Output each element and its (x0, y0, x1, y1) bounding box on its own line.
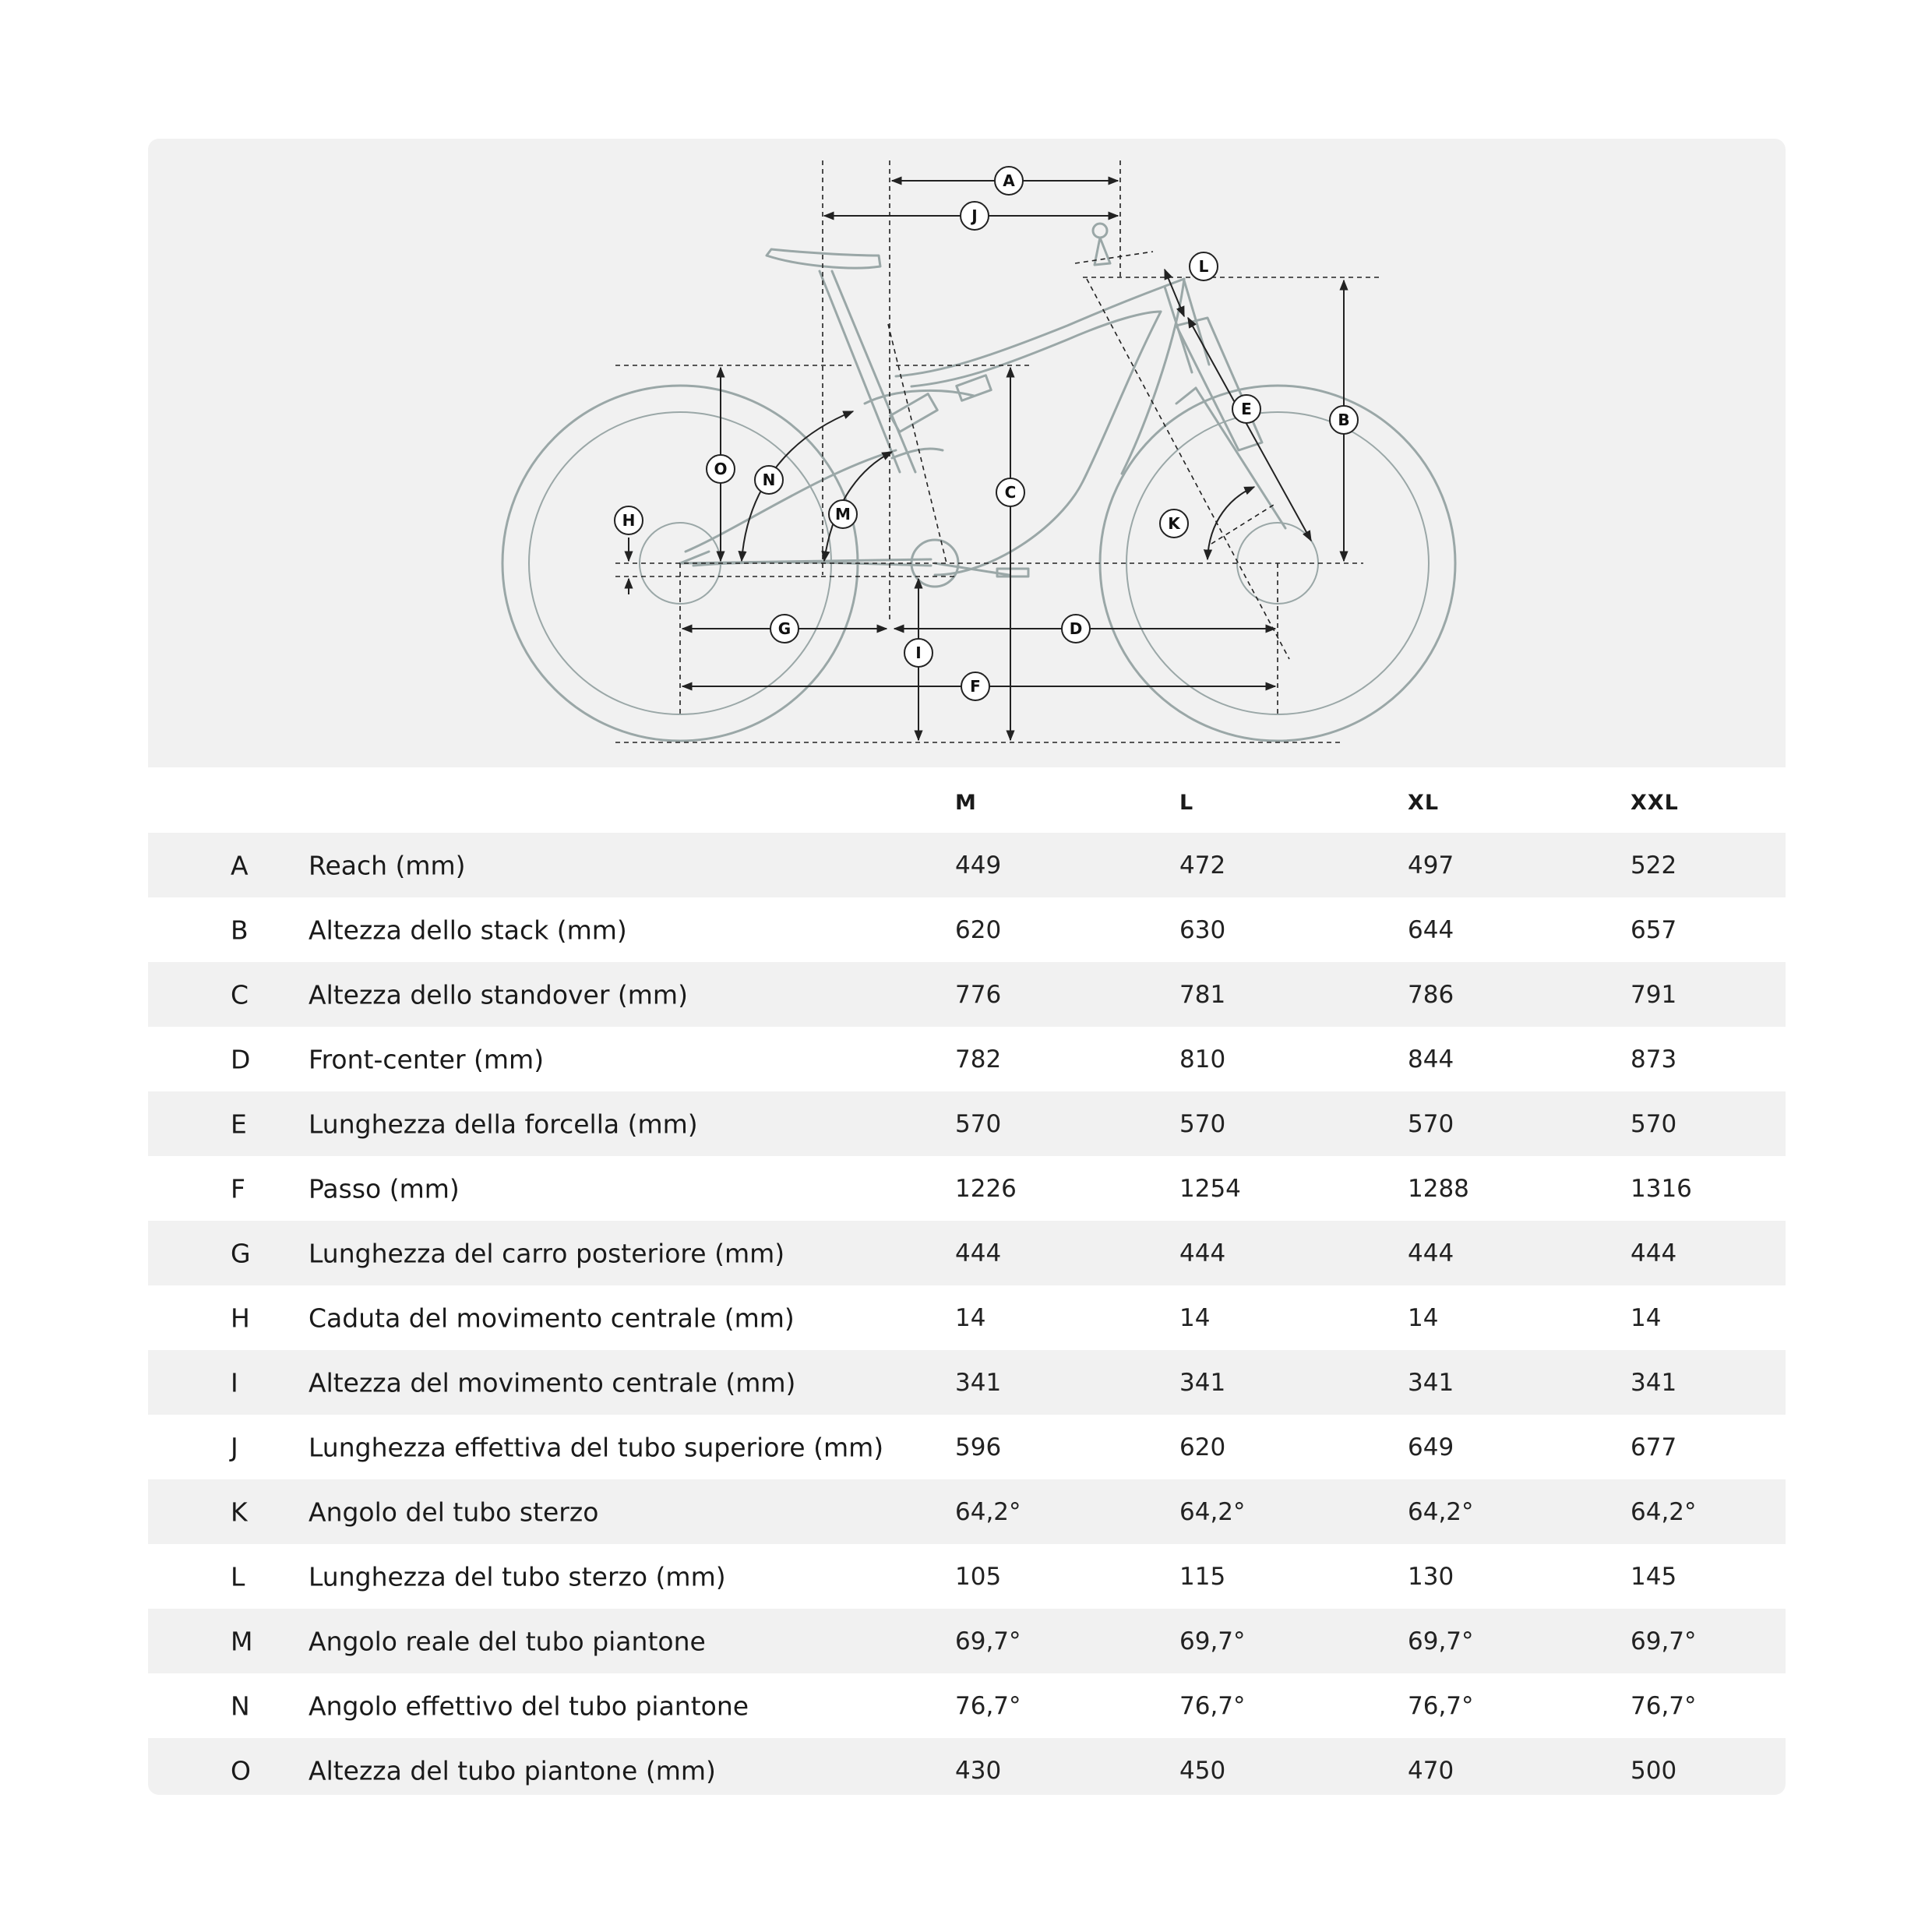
row-value-xl: 1288 (1408, 1174, 1469, 1203)
callout-H (615, 506, 643, 534)
row-label: Front-center (mm) (308, 1044, 545, 1074)
row-value-m: 1226 (955, 1174, 1017, 1203)
row-value-xl: 844 (1408, 1045, 1454, 1074)
row-value-m: 782 (955, 1045, 1002, 1074)
row-value-xxl: 341 (1631, 1368, 1677, 1397)
row-value-m: 596 (955, 1433, 1002, 1461)
row-value-xl: 644 (1408, 915, 1454, 944)
row-label: Lunghezza del tubo sterzo (mm) (308, 1561, 726, 1592)
row-value-l: 115 (1179, 1562, 1226, 1591)
row-value-l: 570 (1179, 1109, 1226, 1138)
table-row (148, 1609, 1786, 1673)
row-value-xl: 69,7° (1408, 1627, 1474, 1655)
svg-text:I: I (915, 643, 922, 662)
callout-B (1330, 406, 1358, 434)
row-value-xxl: 64,2° (1631, 1497, 1697, 1526)
row-value-xxl: 522 (1631, 851, 1677, 880)
row-label: Altezza del movimento centrale (mm) (308, 1367, 796, 1398)
row-value-m: 620 (955, 915, 1002, 944)
row-value-xl: 497 (1408, 851, 1454, 880)
row-value-l: 1254 (1179, 1174, 1241, 1203)
row-value-xxl: 500 (1631, 1756, 1677, 1785)
table-row (148, 1156, 1786, 1221)
bike-illustration (502, 224, 1455, 741)
callout-E (1232, 395, 1260, 423)
size-header-l: L (1179, 791, 1194, 815)
svg-text:K: K (1168, 514, 1180, 533)
row-label: Lunghezza della forcella (mm) (308, 1109, 698, 1139)
row-label: Lunghezza del carro posteriore (mm) (308, 1238, 785, 1268)
callout-J (961, 202, 989, 230)
row-value-xl: 470 (1408, 1756, 1454, 1785)
row-value-xl: 130 (1408, 1562, 1454, 1591)
row-letter: F (231, 1173, 245, 1204)
table-row (148, 1673, 1786, 1738)
row-value-xxl: 791 (1631, 980, 1677, 1009)
size-header-m: M (955, 791, 977, 815)
row-letter: H (231, 1303, 250, 1333)
row-value-m: 69,7° (955, 1627, 1021, 1655)
row-value-xxl: 677 (1631, 1433, 1677, 1461)
svg-text:D: D (1069, 619, 1083, 638)
row-letter: M (231, 1626, 253, 1656)
row-value-xxl: 145 (1631, 1562, 1677, 1591)
row-letter: A (231, 850, 249, 880)
table-row (148, 833, 1786, 897)
row-value-l: 810 (1179, 1045, 1226, 1074)
svg-text:L: L (1198, 257, 1209, 276)
size-header-xl: XL (1408, 791, 1440, 815)
row-value-l: 76,7° (1179, 1691, 1246, 1720)
callout-N (755, 466, 783, 494)
table-row (148, 1285, 1786, 1350)
row-value-xl: 786 (1408, 980, 1454, 1009)
table-header (148, 767, 1786, 833)
svg-text:E: E (1241, 400, 1252, 418)
row-value-l: 620 (1179, 1433, 1226, 1461)
row-value-xxl: 69,7° (1631, 1627, 1697, 1655)
row-value-xl: 64,2° (1408, 1497, 1474, 1526)
row-value-l: 630 (1179, 915, 1226, 944)
svg-text:B: B (1338, 411, 1350, 429)
callout-D (1062, 615, 1090, 643)
row-label: Angolo effettivo del tubo piantone (308, 1690, 749, 1721)
row-value-xl: 14 (1408, 1303, 1439, 1332)
row-value-l: 14 (1179, 1303, 1211, 1332)
svg-text:G: G (777, 619, 791, 638)
callout-F (961, 672, 989, 700)
svg-text:M: M (835, 505, 851, 524)
table-row (148, 1738, 1786, 1795)
row-letter: L (231, 1561, 245, 1592)
table-row (148, 962, 1786, 1027)
table-row (148, 1221, 1786, 1285)
row-letter: I (231, 1367, 238, 1398)
row-label: Altezza del tubo piantone (mm) (308, 1755, 716, 1786)
row-value-l: 472 (1179, 851, 1226, 880)
svg-text:A: A (1003, 171, 1015, 190)
row-label: Angolo del tubo sterzo (308, 1497, 599, 1527)
row-value-xl: 570 (1408, 1109, 1454, 1138)
row-value-m: 776 (955, 980, 1002, 1009)
row-value-xxl: 657 (1631, 915, 1677, 944)
callout-M (829, 500, 857, 528)
row-letter: G (231, 1238, 251, 1268)
table-row (148, 1479, 1786, 1544)
row-value-l: 444 (1179, 1239, 1226, 1267)
callout-labels (615, 167, 1358, 700)
callout-O (707, 455, 735, 483)
row-letter: C (231, 979, 249, 1010)
row-label: Altezza dello standover (mm) (308, 979, 688, 1010)
table-row (148, 1027, 1786, 1091)
dimension-lines (615, 160, 1379, 742)
svg-text:C: C (1004, 483, 1017, 502)
row-value-m: 76,7° (955, 1691, 1021, 1720)
table-row (148, 1350, 1786, 1415)
row-value-m: 341 (955, 1368, 1002, 1397)
table-row (148, 1091, 1786, 1156)
svg-text:J: J (971, 206, 978, 225)
bike-geometry-diagram (148, 139, 1786, 767)
table-body (148, 833, 1786, 1795)
row-value-m: 570 (955, 1109, 1002, 1138)
row-value-l: 69,7° (1179, 1627, 1246, 1655)
row-value-m: 444 (955, 1239, 1002, 1267)
svg-text:F: F (970, 677, 981, 696)
row-value-xxl: 76,7° (1631, 1691, 1697, 1720)
callout-K (1160, 509, 1188, 538)
svg-text:N: N (762, 471, 776, 489)
row-label: Angolo reale del tubo piantone (308, 1626, 706, 1656)
callout-G (770, 615, 799, 643)
row-letter: B (231, 915, 249, 945)
row-value-m: 449 (955, 851, 1002, 880)
row-value-m: 64,2° (955, 1497, 1021, 1526)
table-row (148, 1415, 1786, 1479)
row-label: Caduta del movimento centrale (mm) (308, 1303, 795, 1333)
row-value-l: 64,2° (1179, 1497, 1246, 1526)
geometry-table (148, 767, 1786, 1795)
callout-I (904, 639, 933, 667)
row-value-xxl: 14 (1631, 1303, 1662, 1332)
callout-A (995, 167, 1023, 195)
row-letter: K (231, 1497, 248, 1527)
row-label: Reach (mm) (308, 850, 466, 880)
row-value-l: 341 (1179, 1368, 1226, 1397)
row-label: Passo (mm) (308, 1173, 460, 1204)
callout-L (1190, 252, 1218, 280)
table-row (148, 897, 1786, 962)
bike-drawing (148, 139, 1786, 767)
row-letter: N (231, 1690, 250, 1721)
row-value-xxl: 873 (1631, 1045, 1677, 1074)
callout-C (996, 478, 1024, 506)
row-letter: E (231, 1109, 247, 1139)
row-letter: J (231, 1432, 238, 1462)
size-header-xxl: XXL (1631, 791, 1679, 815)
svg-text:H: H (622, 511, 636, 530)
table-row (148, 1544, 1786, 1609)
row-value-xl: 341 (1408, 1368, 1454, 1397)
row-label: Lunghezza effettiva del tubo superiore (mm) (308, 1432, 884, 1462)
row-label: Altezza dello stack (mm) (308, 915, 627, 945)
row-value-xxl: 570 (1631, 1109, 1677, 1138)
geometry-panel (148, 139, 1786, 1795)
row-value-xl: 649 (1408, 1433, 1454, 1461)
row-value-m: 14 (955, 1303, 986, 1332)
row-letter: O (231, 1755, 251, 1786)
row-value-m: 105 (955, 1562, 1002, 1591)
row-value-xxl: 1316 (1631, 1174, 1692, 1203)
row-value-xxl: 444 (1631, 1239, 1677, 1267)
row-value-l: 450 (1179, 1756, 1226, 1785)
row-letter: D (231, 1044, 251, 1074)
row-value-m: 430 (955, 1756, 1002, 1785)
row-value-l: 781 (1179, 980, 1226, 1009)
svg-text:O: O (714, 460, 728, 478)
row-value-xl: 76,7° (1408, 1691, 1474, 1720)
row-value-xl: 444 (1408, 1239, 1454, 1267)
